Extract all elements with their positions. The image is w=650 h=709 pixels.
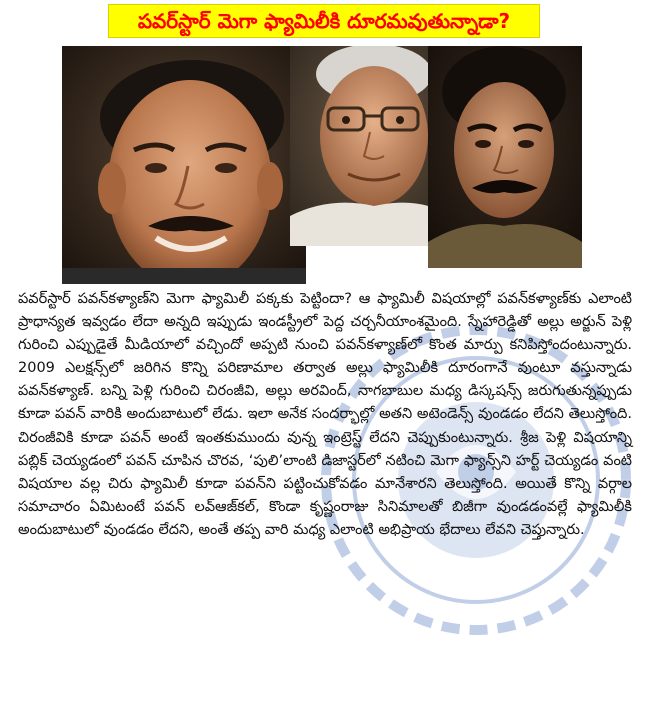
photo-left-portrait (62, 46, 306, 284)
photo-collage (62, 46, 582, 284)
headline-title: పవర్‌స్టార్ మెగా ఫ్యామిలీకి దూరమవుతున్నాడా? (137, 9, 511, 33)
article-paragraph: పవర్‌స్టార్ పవన్‌కళ్యాణ్‌ని మెగా ఫ్యామిలీ పక్కకు పెట్టిందా? ఆ ఫ్యామిలీ విషయాల్లో పవన్‌కళ్యాణ్‌కు ఎలాంటి ప్రాధాన్యత ఇవ్వడం లేదా అన్నది ఇప్పుడు ఇండస్ట్రీలో పెద్ద చర్చనీయాంశమైంది. స్నేహారెడ్డితో అల్లు అర్జున్ పెళ్లి గురించి ఎప్పుడైతే మీడియాలో వచ్చిందో అప్పటి నుంచి పవన్‌కళ్యాణ్‌లో కొంత మార్పు కనిపిస్తోందంటున్నారు. 2009 ఎలక్షన్స్‌లో జరిగిన కొన్ని పరిణామాల తర్వాత అల్లు ఫ్యామిలీకి దూరంగానే వుంటూ వస్తున్నాడు పవన్‌కళ్యాణ్. బన్ని పెళ్లి గురించి చిరంజీవి, అల్లు అరవింద్, నాగబాబుల మధ్య డిస్కషన్స్ జరుగుతున్నప్పుడు కూడా పవన్ వారికి అందుబాటులో లేడు. ఇలా అనేక సందర్భాల్లో అతని అటెండెన్స్ వుండడం లేదని తెలుస్తోంది. చిరంజీవికి కూడా పవన్ అంటే ఇంతకుముందు వున్న ఇంట్రెస్ట్ లేదని చెప్పుకుంటున్నారు. శ్రీజ పెళ్లి విషయాన్ని పబ్లిక్ చెయ్యడంలో పవన్ చూపిన చొరవ, ‘పులి’లాంటి డిజాస్టర్‌లో నటించి మెగా ఫ్యాన్స్‌ని హర్ట్ చెయ్యడం వంటి విషయాల వల్ల చిరు ఫ్యామిలీ కూడా పవన్‌ని పట్టించుకోవడం మానేశారని తెలుస్తోంది. అయితే కొన్ని వర్గాల సమాచారం ఏమిటంటే పవన్ లవ్‌ఆజ్‌కల్, కొండా కృష్ణంరాజు సినిమాలతో బిజీగా వుండడంవల్లే ఫ్యామిలీకి అందుబాటులో వుండడం లేదని, అంతే తప్ప వారి మధ్య ఎలాంటి అభిప్రాయ భేదాలు లేవని చెప్తున్నారు. (18, 291, 632, 538)
photo-middle-portrait (290, 46, 450, 246)
headline-banner (108, 4, 540, 38)
article-body (18, 288, 632, 542)
photo-right-portrait (428, 46, 582, 268)
